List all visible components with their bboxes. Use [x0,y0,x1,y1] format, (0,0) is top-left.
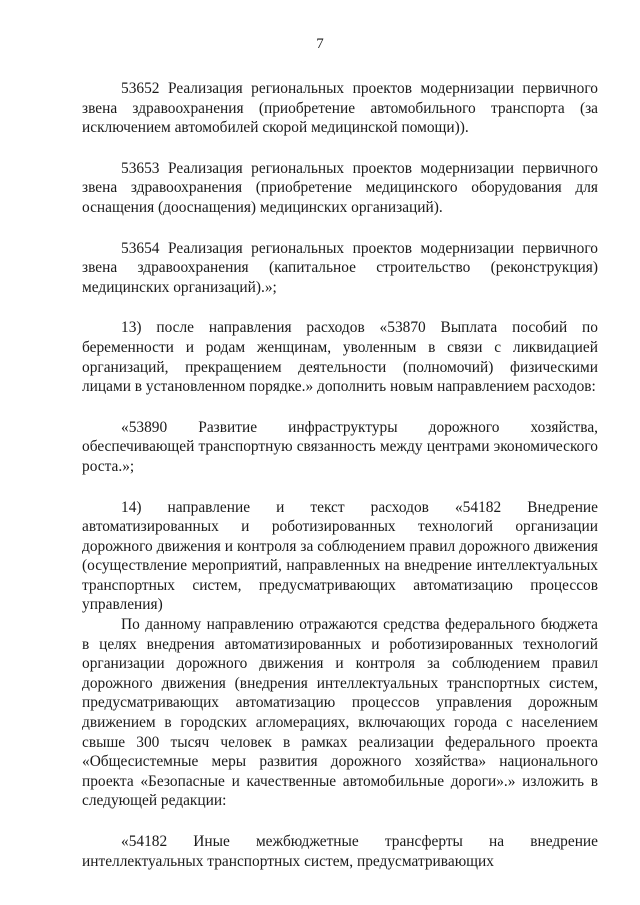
paragraph-53890: «53890 Развитие инфраструктуры дорожного хозяйства, обеспечивающей транспортную связанность между центрами экономического роста.»; [82,418,598,475]
paragraph-item-13: 13) после направления расходов «53870 Выплата пособий по беременности и родам женщинам, уволенным в связи с ликвидацией организаций, прекращением деятельности (полномочий) физическими лицами в установленном порядке.» дополнить новым направлением расходов: [82,319,598,396]
document-body [82,79,598,871]
paragraph-54182-new: «54182 Иные межбюджетные трансферты на внедрение интеллектуальных транспортных систем, предусматривающих [82,833,598,870]
page-number: 7 [316,36,324,52]
paragraph-item-14: 14) направление и текст расходов «54182 Внедрение автоматизированных и роботизированных технологий организации дорожного движения и контроля за соблюдением правил дорожного движения (осуществление мероприятий, направленных на внедрение интеллектуальных транспортных систем, предусматривающих автоматизацию процессов управления) [82,498,598,614]
paragraph-direction-description: По данному направлению отражаются средства федерального бюджета в целях внедрения автоматизированных и роботизированных технологий организации дорожного движения и контроля за соблюдением правил дорожного движения (внедрения интеллектуальных транспортных систем, предусматривающих автоматизацию процессов управления дорожным движением в городских агломерациях, включающих города с населением свыше 300 тысяч человек в рамках реализации федерального проекта «Общесистемные меры развития дорожного хозяйства» национального проекта «Безопасные и качественные автомобильные дороги».» изложить в следующей редакции: [82,616,598,810]
paragraph-53652: 53652 Реализация региональных проектов модернизации первичного звена здравоохранения (приобретение автомобильного транспорта (за исключением автомобилей скорой медицинской помощи)). [82,80,598,137]
paragraph-53654: 53654 Реализация региональных проектов модернизации первичного звена здравоохранения (капитальное строительство (реконструкция) медицинских организаций).»; [82,239,598,296]
paragraph-53653: 53653 Реализация региональных проектов модернизации первичного звена здравоохранения (приобретение медицинского оборудования для оснащения (дооснащения) медицинских организаций). [82,159,598,216]
